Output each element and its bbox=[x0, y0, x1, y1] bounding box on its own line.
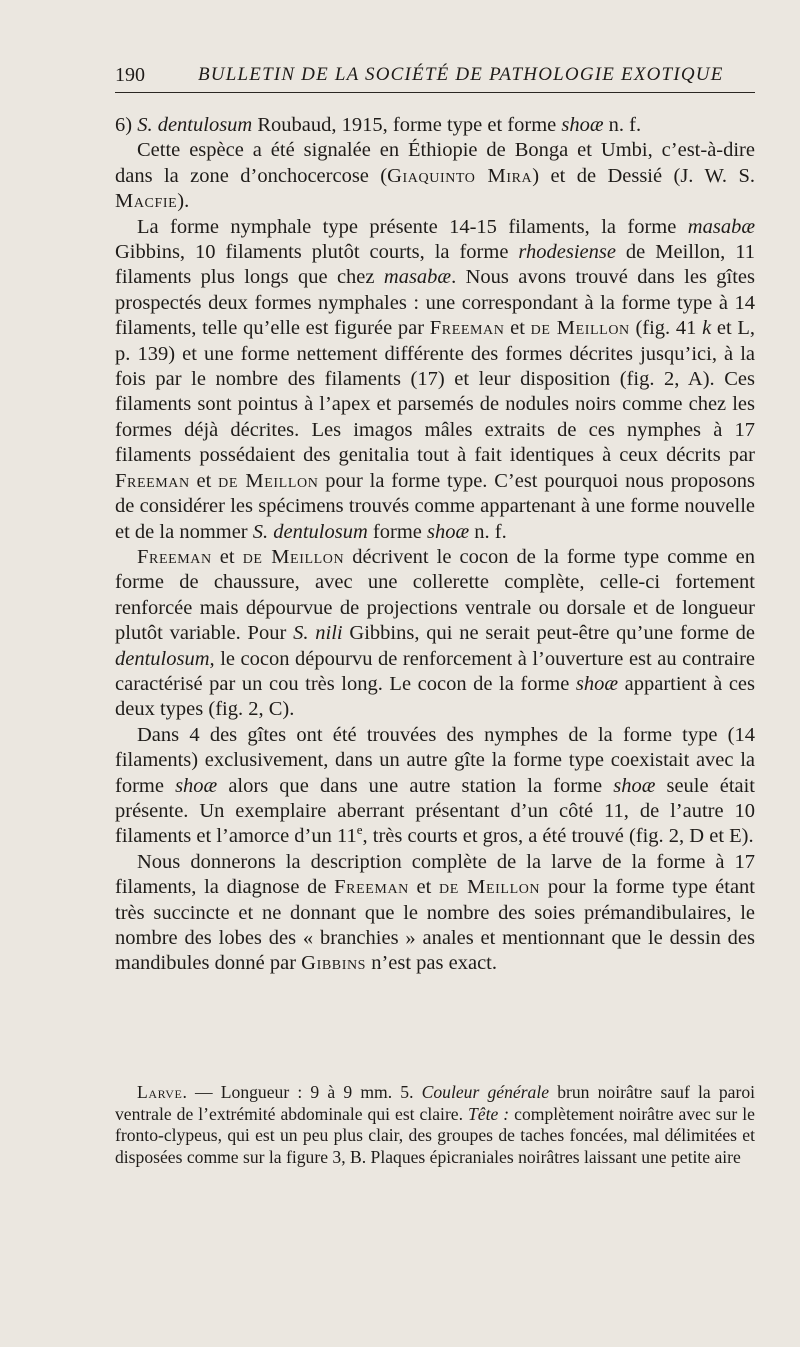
paragraph-distribution: Cette espèce a été signalée en Éthiopie de Bonga et Umbi, c’est-à-dire dans la zone d’onchocercose (Giaquinto Mira) et de Dessié (J. W. S. Macfie). bbox=[115, 139, 755, 213]
paragraph-breeding-sites: Dans 4 des gîtes ont été trouvées des nymphes de la forme type (14 filaments) exclusivement, dans un autre gîte la forme type coexistait avec la forme shoæ alors que dans une autre station la forme shoæ seule était présente. Un exemplaire aberrant présentant d’un côté 11, de l’autre 10 filaments et l’amorce d’un 11e, très courts et gros, a été trouvé (fig. 2, D et E). bbox=[115, 723, 756, 848]
page-header bbox=[115, 64, 755, 90]
paragraph-larva-intro: Nous donnerons la description complète de la larve de la forme à 17 filaments, la diagnose de Freeman et de Meillon pour la forme type étant très succincte et ne donnant que le nombre des soies prémandibulaires, le nombre des lobes des « branchies » anales et mentionnant que le dessin des mandibules donné par Gibbins n’est pas exact. bbox=[115, 850, 755, 975]
header-rule bbox=[115, 92, 755, 93]
paragraph-larve: Larve. — Longueur : 9 à 9 mm. 5. Couleur générale brun noirâtre sauf la paroi ventrale de l’extrémité abdominale qui est claire. Tête : complètement noirâtre avec sur le fronto-clypeus, qui est un peu plus clair, des groupes de taches foncées, mal délimitées et disposées comme sur la figure 3, B. Plaques épicraniales noirâtres laissant une petite aire bbox=[115, 1082, 756, 1167]
paragraph-species-heading: 6) S. dentulosum Roubaud, 1915, forme type et forme shoæ n. f. bbox=[115, 114, 642, 136]
page-number: 190 bbox=[115, 64, 145, 86]
running-title: BULLETIN DE LA SOCIÉTÉ DE PATHOLOGIE EXOTIQUE bbox=[198, 64, 724, 85]
paragraph-cocoon: Freeman et de Meillon décrivent le cocon de la forme type comme en forme de chaussure, avec une collerette complète, celle-ci fortement renforcée mais dépourvue de projections ventrale ou dorsale et de longueur plutôt variable. Pour S. nili Gibbins, qui ne serait peut-être qu’une forme de dentulosum, le cocon dépourvu de renforcement à l’ouverture est au contraire caractérisé par un cou très long. Le cocon de la forme shoæ appartient à ces deux types (fig. 2, C). bbox=[115, 545, 755, 721]
paragraph-nymphal-forms: La forme nymphale type présente 14-15 filaments, la forme masabæ Gibbins, 10 filaments plutôt courts, la forme rhodesiense de Meillon, 11 filaments plus longs que chez masabæ. Nous avons trouvé dans les gîtes prospectés deux formes nymphales : une correspondant à la forme type à 14 filaments, telle qu’elle est figurée par Freeman et de Meillon (fig. 41 k et L, p. 139) et une forme nettement différente des formes décrites jusqu’ici, à la fois par le nombre des filaments (17) et leur disposition (fig. 2, A). Ces filaments sont pointus à l’apex et parsemés de nodules noirs comme chez les formes déjà décrites. Les imagos mâles extraits de ces nymphes à 17 filaments possédaient des genitalia tout à fait identiques à ceux décrits par Freeman et de Meillon pour la forme type. C’est pourquoi nous proposons de considérer les spécimens trouvés comme appartenant à une forme nouvelle et de la nommer S. dentulosum forme shoæ n. f. bbox=[115, 215, 756, 543]
larva-description bbox=[115, 1082, 755, 1168]
main-text bbox=[115, 113, 755, 977]
